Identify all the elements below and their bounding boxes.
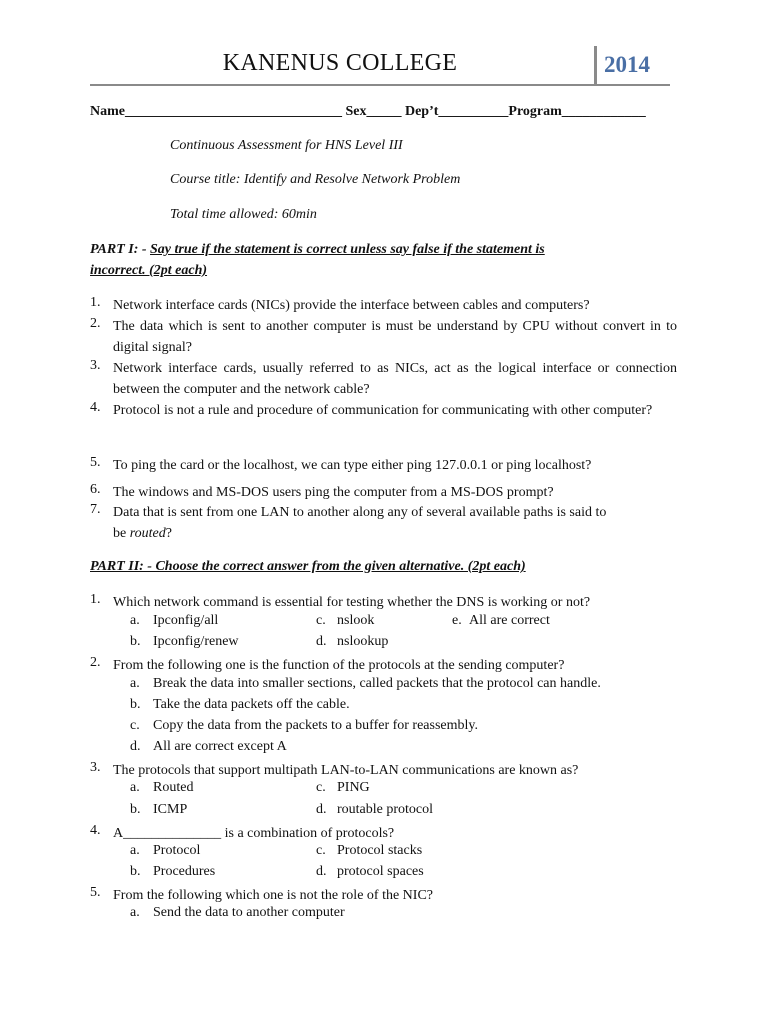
p1-q2-number: 2. xyxy=(90,316,101,331)
p1-q7-number: 7. xyxy=(90,502,101,517)
p2-q4-text: A______________ is a combination of protocols? xyxy=(113,826,395,841)
p2-q2-opt-c-letter: c. xyxy=(130,718,140,733)
p2-q4-opt-b-letter: b. xyxy=(130,864,141,879)
time-allowed: Total time allowed: 60min xyxy=(170,207,317,222)
part2-heading: PART II: - Choose the correct answer from the given alternative. (2pt each) xyxy=(90,559,526,574)
p1-q7-text-line2 xyxy=(113,523,677,544)
p2-q5-opt-a: Send the data to another computer xyxy=(153,905,345,920)
p1-q6-number: 6. xyxy=(90,482,101,497)
p2-q2-opt-a-letter: a. xyxy=(130,676,140,691)
p1-q5-number: 5. xyxy=(90,455,101,470)
p2-q2-number: 2. xyxy=(90,655,101,670)
p2-q3-text: The protocols that support multipath LAN-to-LAN communications are known as? xyxy=(113,763,579,778)
p1-q7-emphasis: routed xyxy=(129,526,166,541)
p2-q5-number: 5. xyxy=(90,885,101,900)
p1-q1-number: 1. xyxy=(90,295,101,310)
header-rule xyxy=(90,84,670,86)
p2-q4-opt-c-letter: c. xyxy=(316,843,326,858)
header-year: 2014 xyxy=(604,52,650,77)
p1-q1-text: Network interface cards (NICs) provide the interface between cables and computers? xyxy=(113,298,590,313)
p2-q1-number: 1. xyxy=(90,592,101,607)
part1-heading xyxy=(90,240,545,260)
p2-q1-opt-a-letter: a. xyxy=(130,613,140,628)
part1-instructions-line2: incorrect. (2pt each) xyxy=(90,263,208,278)
p2-q4-opt-c: Protocol stacks xyxy=(337,843,423,858)
p2-q3-opt-d: routable protocol xyxy=(337,802,434,817)
p1-q7-post: ? xyxy=(165,526,172,541)
p1-q3-number: 3. xyxy=(90,358,101,373)
p2-q1-opt-b-letter: b. xyxy=(130,634,141,649)
p2-q3-opt-b-letter: b. xyxy=(130,802,141,817)
p2-q3-number: 3. xyxy=(90,760,101,775)
p2-q2-opt-d: All are correct except A xyxy=(153,739,287,754)
p1-q7-pre: be xyxy=(113,526,130,541)
p1-q4-number: 4. xyxy=(90,400,101,415)
student-info-fields: Name_______________________________ Sex_____ Dep’t__________Program____________ xyxy=(90,104,646,119)
p2-q1-opt-e: All are correct xyxy=(469,613,550,628)
p2-q2-opt-b-letter: b. xyxy=(130,697,141,712)
p2-q2-opt-d-letter: d. xyxy=(130,739,141,754)
p2-q3-opt-a-letter: a. xyxy=(130,780,140,795)
p2-q3-opt-a: Routed xyxy=(153,780,194,795)
p1-q7-text-line1: Data that is sent from one LAN to another along any of several available paths is said to xyxy=(113,505,607,520)
p2-q1-opt-d: nslookup xyxy=(337,634,389,649)
p2-q3-opt-c: PING xyxy=(337,780,370,795)
part1-instructions-line1: Say true if the statement is correct unless say false if the statement is xyxy=(150,242,545,257)
p1-q2-text: The data which is sent to another computer is must be understand by CPU without convert in to digital signal? xyxy=(113,319,677,355)
college-name: KANENUS COLLEGE xyxy=(222,50,458,76)
p2-q4-opt-b: Procedures xyxy=(153,864,216,879)
p2-q3-opt-c-letter: c. xyxy=(316,780,326,795)
p2-q2-opt-b: Take the data packets off the cable. xyxy=(153,697,350,712)
p2-q2-text: From the following one is the function of the protocols at the sending computer? xyxy=(113,658,565,673)
p2-q1-opt-d-letter: d. xyxy=(316,634,327,649)
header-divider xyxy=(594,46,597,86)
p2-q1-opt-a: Ipconfig/all xyxy=(153,613,219,628)
p2-q2-opt-a: Break the data into smaller sections, called packets that the protocol can handle. xyxy=(153,676,601,691)
p2-q1-opt-c: nslook xyxy=(337,613,375,628)
p2-q4-opt-d: protocol spaces xyxy=(337,864,424,879)
p1-q6-text: The windows and MS-DOS users ping the computer from a MS-DOS prompt? xyxy=(113,485,554,500)
p2-q4-opt-d-letter: d. xyxy=(316,864,327,879)
p2-q1-opt-b: Ipconfig/renew xyxy=(153,634,239,649)
p1-q4-text: Protocol is not a rule and procedure of communication for communicating with other computer? xyxy=(113,403,653,418)
p2-q3-opt-d-letter: d. xyxy=(316,802,327,817)
assessment-title: Continuous Assessment for HNS Level III xyxy=(170,138,403,153)
course-title: Course title: Identify and Resolve Network Problem xyxy=(170,172,461,187)
p2-q1-text: Which network command is essential for testing whether the DNS is working or not? xyxy=(113,595,591,610)
p2-q5-opt-a-letter: a. xyxy=(130,905,140,920)
p1-q5-text: To ping the card or the localhost, we can type either ping 127.0.0.1 or ping localhost? xyxy=(113,458,592,473)
p2-q4-opt-a: Protocol xyxy=(153,843,201,858)
part1-label: PART I: - xyxy=(90,242,151,257)
p2-q1-opt-e-letter: e. xyxy=(452,613,462,628)
p2-q5-text: From the following which one is not the role of the NIC? xyxy=(113,888,433,903)
p2-q3-opt-b: ICMP xyxy=(153,802,188,817)
p1-q3-text: Network interface cards, usually referred to as NICs, act as the logical interface or connection between the computer and the network cable? xyxy=(113,361,677,397)
p2-q1-opt-c-letter: c. xyxy=(316,613,326,628)
p2-q2-opt-c: Copy the data from the packets to a buffer for reassembly. xyxy=(153,718,479,733)
p2-q4-opt-a-letter: a. xyxy=(130,843,140,858)
p2-q4-number: 4. xyxy=(90,823,101,838)
